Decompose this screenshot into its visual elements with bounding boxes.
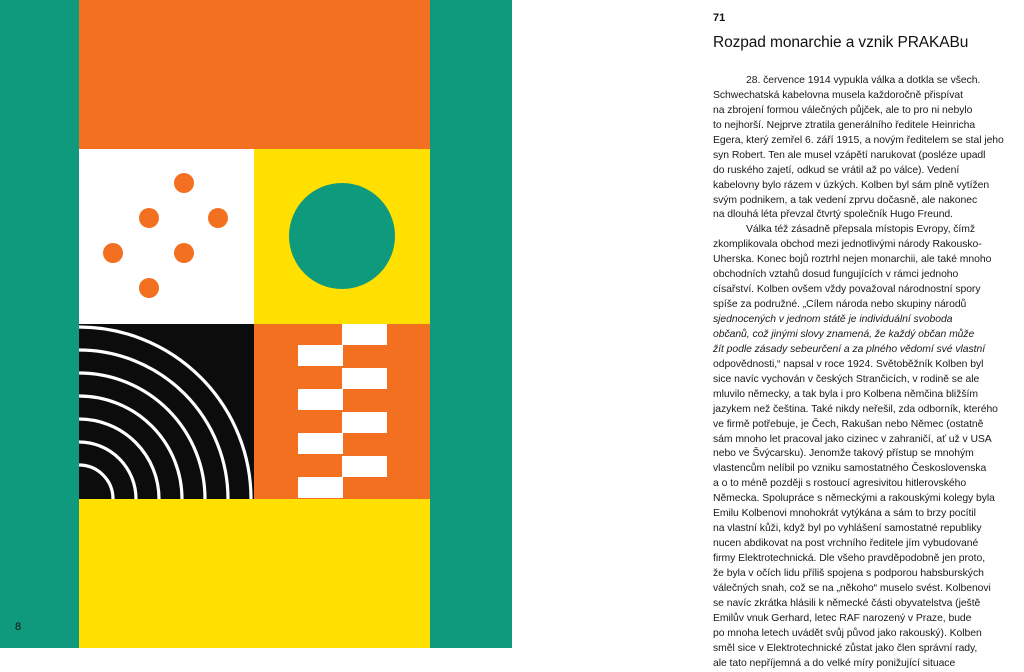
- yellow-bottom-block: [79, 499, 430, 648]
- text-line: obchodních vztahů dosud fungujících v rámci jednoho: [713, 269, 959, 281]
- text-line: se navíc zkrátka hlásili k německé části obyvatelstva (ještě: [713, 597, 981, 609]
- left-page: [0, 0, 512, 648]
- text-line: zkomplikovala obchod mezi jednotlivými národy Rakousko-: [713, 239, 982, 251]
- text-line: na dlouhá léta převzal čtvrtý společník Hugo Freund.: [713, 209, 953, 221]
- text-line: Emilu Kolbenovi mnohokrát vytýkána a sám to brzy pocítil: [713, 508, 976, 520]
- text-line: to nejhorší. Nejprve ztratila generálního ředitele Heinricha: [713, 119, 976, 131]
- right-page: [512, 0, 1024, 669]
- quote-line: žít podle zásady sebeurčení a za plného vědomí své vlastní: [713, 343, 986, 355]
- text-line: směl sice v Elektrotechnické zůstat jako člen správní rady,: [713, 642, 978, 654]
- text-line: firmy Elektrotechnická. Dle všeho pravděpodobně jen proto,: [713, 553, 986, 564]
- text-line: Emilův vnuk Gerhard, letec RAF narozený v Praze, bude: [713, 612, 972, 624]
- text-line: jazykem než čeština. Také nikdy neřešil, zda odborník, kterého: [713, 403, 998, 415]
- text-line: a o to méně později s rostoucí agresivitou hitlerovského: [713, 478, 967, 490]
- white-dots-block: [79, 149, 254, 324]
- text-line: po mnoha letech uvádět svůj původ jako rakouský). Kolben: [713, 627, 982, 639]
- text-line: nucen abdikovat na post vrchního ředitele jím vybudované: [713, 538, 979, 550]
- text-line: mluvilo německy, a tak byla i pro Kolbena němčina bližším: [713, 388, 978, 400]
- text-line: vlastencům nelíbil po vzniku samostatného Československa: [713, 463, 987, 475]
- text-line: odpovědnosti,“ napsal v roce 1924. Světoběžník Kolben byl: [713, 358, 984, 370]
- page-number-left: 8: [15, 621, 22, 633]
- text-line: syn Robert. Ten ale musel vzápětí narukovat (posléze upadl: [713, 149, 986, 161]
- green-circle: [289, 183, 395, 289]
- text-line: sice navíc vychován v českých Strančicích, v rodině se ale: [713, 373, 980, 385]
- quote-line: sjednocených v jednom státě je individuální svoboda: [713, 314, 953, 325]
- text-line: že byla v očích lidu příliš spojena s podporou habsburských: [713, 567, 984, 579]
- text-line: na zbrojení formou válečných půjček, ale to pro ni nebylo: [713, 104, 973, 116]
- text-line: spíše za podružné. „Cílem národa nebo skupiny národů: [713, 299, 967, 311]
- body-text: [713, 74, 1004, 672]
- quote-line: občanů, což jinými slovy znamená, že každý občan může: [713, 328, 975, 340]
- text-line: sám mnoho let pracoval jako cizinec v zahraničí, ať už v USA: [713, 433, 992, 445]
- text-line: nebo ve Švýcarsku). Jenomže takový přístup se mnohým: [713, 448, 974, 460]
- text-line: Egera, který zemřel 6. září 1915, a novým ředitelem se stal jeho: [713, 134, 1004, 146]
- page-number-right: 71: [713, 12, 726, 24]
- text-line: válečných snah, což se na „někoho“ muselo svést. Kolbenovi: [713, 582, 991, 594]
- text-line: císařství. Kolben ovšem vždy považoval národnostní spory: [713, 284, 981, 296]
- geometric-illustration: [0, 0, 512, 648]
- orange-top-block: [79, 0, 430, 149]
- green-band-left: [0, 0, 79, 648]
- text-line: Německa. Spolupráce s německými a rakouskými kolegy byla: [713, 493, 995, 505]
- text-line: Schwechatská kabelovna musela každoročně přispívat: [713, 89, 963, 101]
- text-line: ale tato nepříjemná a do velké míry ponižující situace: [713, 657, 956, 669]
- chapter-title: Rozpad monarchie a vznik PRAKABu: [713, 34, 969, 51]
- text-line: kabelovny bylo rázem v úzkých. Kolben byl sám plně vytížen: [713, 179, 990, 191]
- text-line: na vlastní kůži, když byl po vyhlášení samostatné republiky: [713, 523, 982, 535]
- text-line: ve firmě potřebuje, je Čech, Rakušan nebo Němec (ostatně: [713, 418, 984, 430]
- text-line: svým podnikem, a tak vedení zprvu dočasně, ale nakonec: [713, 194, 978, 206]
- text-line: Uherska. Konec bojů roztrhl nejen monarchii, ale také mnoho: [713, 254, 992, 266]
- text-line: Válka též zásadně přepsala místopis Evropy, čímž: [746, 224, 975, 236]
- text-line: do ruského zajetí, odkud se vrátil až po válce). Vedení: [713, 164, 960, 176]
- green-band-right: [430, 0, 512, 648]
- text-line: 28. července 1914 vypukla válka a dotkla se všech.: [746, 75, 981, 86]
